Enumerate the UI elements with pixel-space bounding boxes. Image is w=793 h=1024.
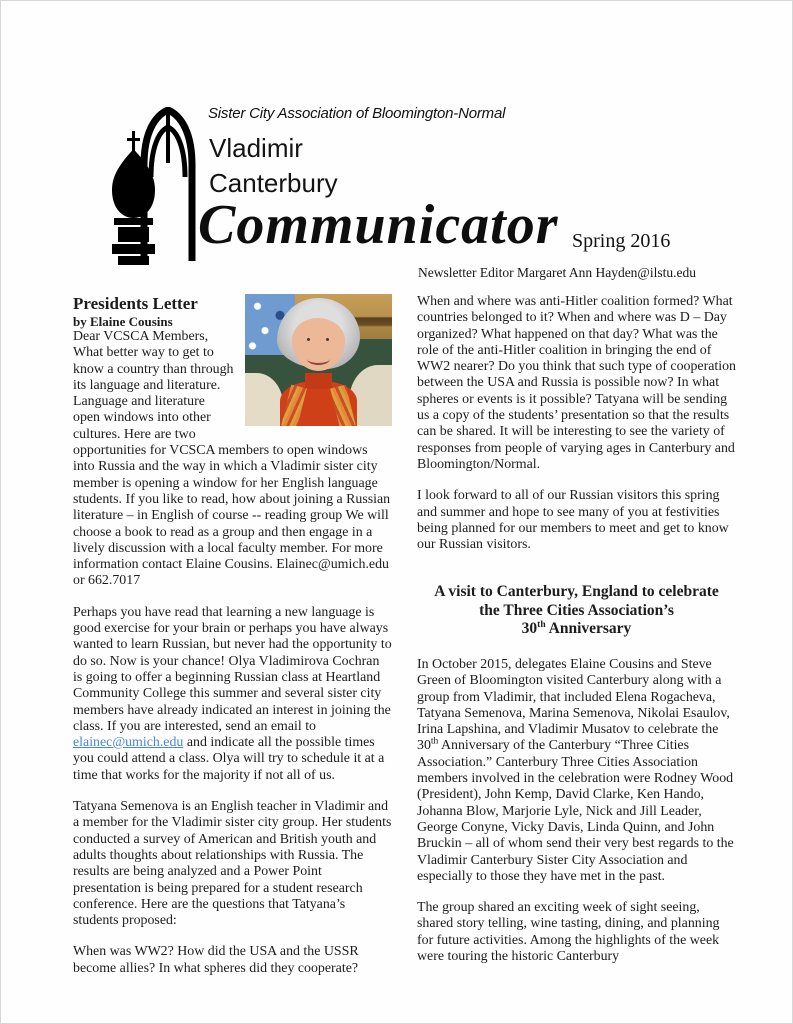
section-heading: [423, 583, 730, 639]
section-heading-line2: the Three Cities Association’s: [479, 601, 674, 619]
section-heading-line1: A visit to Canterbury, England to celebrate: [434, 583, 719, 601]
right-paragraph-2: I look forward to all of our Russian visitors this spring and summer and hope to see many of you at festivities being planned for our members to meet and get to know our Russian visitors.: [417, 488, 729, 553]
article-title: Presidents Letter: [73, 294, 198, 313]
section-heading-line3: 30th Anniversary: [521, 620, 632, 638]
left-paragraph-2-text-after: and indicate all the possible times you could attend a class. Olya will try to schedule it at a time that works for the majority if not all of us.: [73, 735, 385, 783]
left-paragraph-3: Tatyana Semenova is an English teacher in Vladimir and a member for the Vladimir sister city group. Her students conducted a survey of American and British youth and adults thoughts about relationships with Russia. The results are being analyzed and a Power Point presentation is being prepared for a student research conference. Here are the questions that Tatyana’s students proposed:: [73, 799, 392, 929]
right-column: [417, 294, 736, 965]
photo-eye-left: [307, 338, 310, 341]
right-paragraph-3-text-before: In October 2015, delegates Elaine Cousins and Steve Green of Bloomington visited Canterbury along with a group from Vladimir, that included Elena Rogacheva, Tatyana Semenova, Marina Semenova, Nikolai Esaulov, Irina Lapshina, and Vladimir Musatov to celebrate the 30: [417, 656, 730, 754]
photo-turtleneck: [305, 373, 331, 389]
email-link[interactable]: elainec@umich.edu: [73, 735, 184, 751]
newsletter-logo: [107, 107, 203, 265]
photo-eye-right: [326, 338, 329, 341]
left-paragraph-4: When was WW2? How did the USA and the USSR become allies? In what spheres did they cooperate?: [73, 944, 359, 976]
photo-smile: [307, 352, 331, 365]
left-paragraph-2: [73, 605, 392, 784]
left-column: [73, 294, 392, 977]
city-name-canterbury: Canterbury: [209, 168, 338, 198]
ordinal-suffix: th: [430, 736, 439, 747]
city-name-vladimir: Vladimir: [209, 133, 303, 163]
newsletter-title: Communicator: [198, 194, 559, 256]
issue-date: Spring 2016: [572, 230, 671, 252]
left-paragraph-1-text: What better way to get to know a country than through its language and literature. Language and literature open windows into other cultures. Here are two opportunities for VCSCA members to open windows into Russia and the way in which a Vladimir sister city member is opening a window for her English language students. If you like to read, how about joining a Russian literature – in English of course -- reading group We will choose a book to read as a group and then engage in a lively discussion with a local faculty member. For more information contact Elaine Cousins. Elainec@umich.edu or 662.7017: [73, 345, 391, 589]
onion-dome-icon: [112, 131, 155, 265]
right-paragraph-4: The group shared an exciting week of sight seeing, shared story telling, wine tasting, dining, and planning for future activities. Among the highlights of the week were touring the historic Canterbury: [417, 900, 720, 964]
salutation: Dear VCSCA Members,: [73, 329, 209, 344]
right-paragraph-3-text-after: Anniversary of the Canterbury “Three Cities Association.” Canterbury Three Cities Association members involved in the celebration were Rodney Wood (President), John Kemp, David Clarke, Ken Hando, Johanna Blow, Marjorie Lyle, Nick and Jill Leader, George Conyne, Vicky Davis, Linda Quinn, and John Bruckin – all of whom send their very best regards to the Vladimir Canterbury Sister City Association and especially to those they have met in the past.: [417, 738, 734, 884]
editor-line: Newsletter Editor Margaret Ann Hayden@ilstu.edu: [418, 265, 696, 280]
article-byline: by Elaine Cousins: [73, 314, 173, 329]
left-paragraph-2-text-before: Perhaps you have read that learning a new language is good exercise for your brain or perhaps you have always wanted to learn Russian, but never had the opportunity to do so. Now is your chance! Olya Vladimirova Cochran is going to offer a beginning Russian class at Heartland Community College this summer and several sister city members have already indicated an interest in joining the class. If you are interested, send an email to: [73, 604, 392, 734]
president-photo: [245, 294, 392, 426]
right-paragraph-1: When and where was anti-Hitler coalition formed? What countries belonged to it? When and where was D – Day organized? What happened on that day? What was the role of the anti-Hitler coalition in bringing the end of WW2 nearer? Do you think that such type of cooperation between the USA and Russia is possible now? In what spheres or events is it possible? Tatyana will be sending us a copy of the students’ presentation so that the results can be shared. It will be interesting to see the variety of responses from people of varying ages in Canterbury and Bloomington/Normal.: [417, 294, 736, 472]
right-paragraph-3: [417, 657, 736, 885]
association-name: Sister City Association of Bloomington-Normal: [208, 105, 506, 122]
